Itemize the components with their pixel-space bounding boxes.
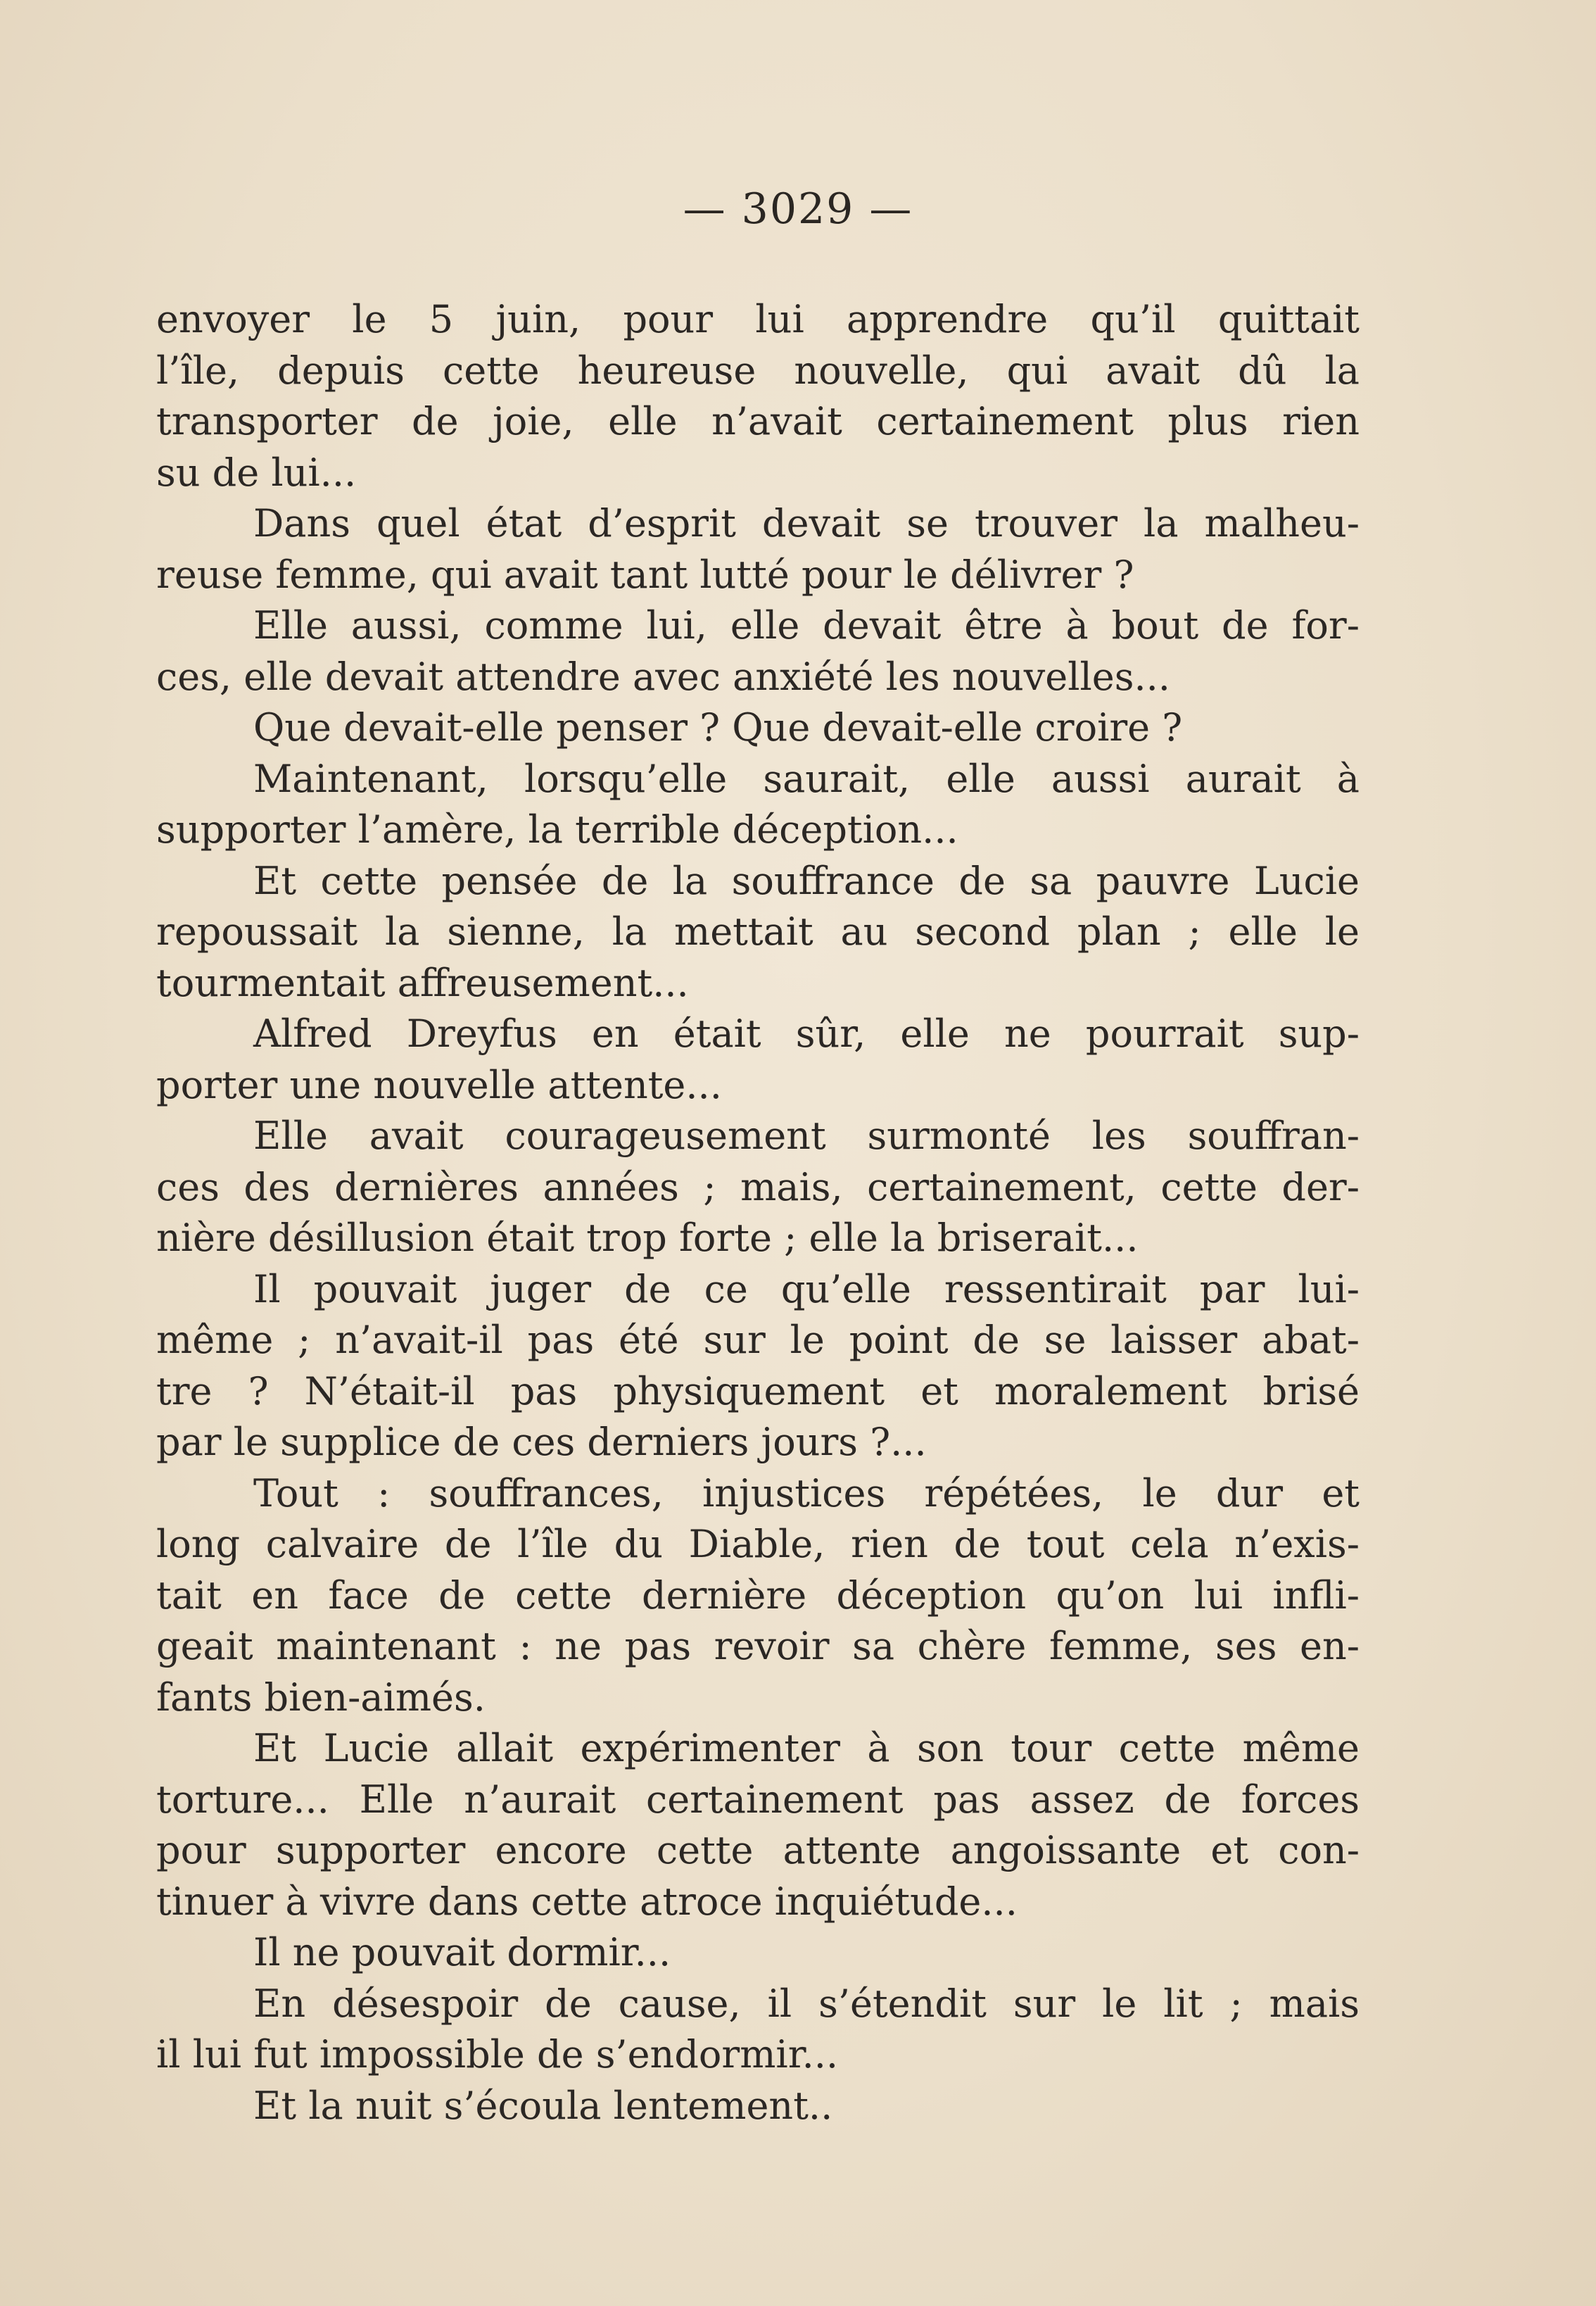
text-line: Que devait-elle penser ? Que devait-elle croire ? (253, 705, 1183, 750)
text-line: Et Lucie allait expérimenter à son tour cette même (253, 1726, 1360, 1770)
text-line: torture... Elle n’aurait certainement pas assez de forces (156, 1777, 1360, 1822)
text-line: même ; n’avait-il pas été sur le point de se laisser abat- (156, 1318, 1360, 1362)
text-line: transporter de joie, elle n’avait certainement plus rien (156, 399, 1360, 443)
text-line: fants bien-aimés. (156, 1675, 486, 1720)
text-line: Elle aussi, comme lui, elle devait être à bout de for- (253, 603, 1360, 648)
page-number: — 3029 — (683, 184, 913, 234)
text-line: supporter l’amère, la terrible déception... (156, 807, 958, 852)
text-line: Dans quel état d’esprit devait se trouver la malheu- (253, 501, 1360, 546)
text-line: Et la nuit s’écoula lentement.. (253, 2083, 833, 2128)
text-line: tait en face de cette dernière déception qu’on lui infli- (156, 1573, 1360, 1618)
text-line: nière désillusion était trop forte ; elle la briserait... (156, 1216, 1139, 1260)
text-line: su de lui... (156, 450, 357, 495)
text-line: ces, elle devait attendre avec anxiété les nouvelles... (156, 654, 1170, 699)
text-line: Alfred Dreyfus en était sûr, elle ne pourrait sup- (253, 1012, 1360, 1056)
text-line: repoussait la sienne, la mettait au second plan ; elle le (156, 909, 1360, 954)
text-line: reuse femme, qui avait tant lutté pour le délivrer ? (156, 552, 1134, 597)
text-line: Elle avait courageusement surmonté les souffran- (253, 1114, 1360, 1158)
text-line: En désespoir de cause, il s’étendit sur le lit ; mais (253, 1981, 1360, 2026)
text-line: Et cette pensée de la souffrance de sa pauvre Lucie (253, 858, 1360, 903)
text-line: porter une nouvelle attente... (156, 1062, 722, 1107)
text-line: ces des dernières années ; mais, certainement, cette der- (156, 1164, 1360, 1209)
text-line: Il pouvait juger de ce qu’elle ressentirait par lui- (253, 1266, 1360, 1311)
body-text (156, 294, 1360, 2131)
text-line: l’île, depuis cette heureuse nouvelle, qui avait dû la (156, 348, 1360, 393)
text-line: tinuer à vivre dans cette atroce inquiétude... (156, 1879, 1018, 1924)
text-line: par le supplice de ces derniers jours ?... (156, 1420, 927, 1464)
text-line: long calvaire de l’île du Diable, rien de tout cela n’exis- (156, 1522, 1360, 1566)
text-line: envoyer le 5 juin, pour lui apprendre qu’il quittait (156, 297, 1360, 341)
text-line: Maintenant, lorsqu’elle saurait, elle aussi aurait à (253, 756, 1360, 801)
text-line: geait maintenant : ne pas revoir sa chère femme, ses en- (156, 1624, 1360, 1668)
text-line: tourmentait affreusement... (156, 960, 689, 1005)
text-line: Tout : souffrances, injustices répétées, le dur et (253, 1470, 1360, 1516)
text-line: Il ne pouvait dormir... (253, 1930, 671, 1974)
text-line: il lui fut impossible de s’endormir... (156, 2032, 839, 2077)
text-line: tre ? N’était-il pas physiquement et moralement brisé (156, 1368, 1360, 1413)
text-line: pour supporter encore cette attente angoissante et con- (156, 1828, 1360, 1872)
